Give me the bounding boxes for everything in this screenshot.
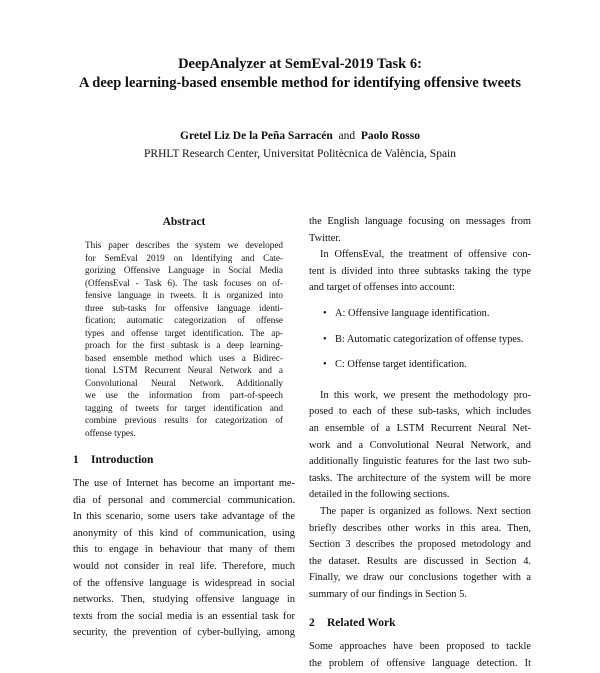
abstract-text <box>85 239 283 439</box>
introduction-text <box>73 476 295 642</box>
body-line: additionally linguistic features for the last two sub- <box>309 456 531 468</box>
body-line: In this work, we present the methodology pro- <box>320 389 531 401</box>
bullet-text: C: Offense target identification. <box>335 359 467 371</box>
body-line: detailed in the following sections. <box>309 489 450 501</box>
body-line: In this scenario, some users take advantage of the <box>73 511 295 523</box>
body-line: The paper is organized as follows. Next section <box>320 505 531 517</box>
section-heading-introduction <box>73 453 295 467</box>
body-line: networks. Then, studying offensive language in <box>73 594 295 606</box>
abstract-line: combine previous results for categorization of <box>85 415 283 425</box>
abstract-line: tional LSTM Recurrent Neural Network and a <box>85 365 283 375</box>
body-line: dia of personal and commercial communication. <box>73 494 295 506</box>
body-line: this to engage in behaviour that many of them <box>73 544 295 556</box>
section-title: Related Work <box>327 617 396 630</box>
abstract-line: tagging of tweets for target identification and <box>85 402 283 413</box>
body-line: the dataset. Results are discussed in Section 4. <box>309 555 531 567</box>
section-heading-related-work <box>309 616 531 630</box>
related-work-text <box>309 639 531 672</box>
bullet-icon: • <box>323 307 327 319</box>
abstract-line: fication; automatic categorization of offense <box>85 315 283 325</box>
author-block <box>0 127 600 163</box>
body-line: of the offensive language is widespread in social <box>73 577 295 589</box>
bullet-text: A: Offensive language identification. <box>335 307 490 319</box>
body-line: In OffensEval, the treatment of offensive con- <box>320 249 531 261</box>
paper-title <box>0 55 600 93</box>
body-line: posed to each of these sub-tasks, which includes <box>309 406 531 418</box>
body-line: Twitter. <box>309 232 341 244</box>
abstract-line: fensive language in tweets. It is organized into <box>85 290 283 300</box>
abstract-line: three sub-tasks for offensive language identi- <box>85 302 283 313</box>
abstract-line: types and offense target identification. The ap- <box>85 327 283 338</box>
bullet-item <box>323 332 531 349</box>
abstract-line: offense types. <box>85 427 136 438</box>
offenseval-paragraph <box>309 247 531 297</box>
abstract-line: (OffensEval - Task 6). The task focuses on of- <box>85 277 283 288</box>
right-column <box>309 214 531 673</box>
author-conjunction: and <box>338 130 356 142</box>
body-line: the problem of offensive language detection. It <box>309 658 531 670</box>
methodology-paragraph <box>309 388 531 504</box>
affiliation: PRHLT Research Center, Universitat Politècnica de València, Spain <box>144 148 456 160</box>
abstract-line: for SemEval 2019 on Identifying and Cate- <box>85 252 283 263</box>
body-line: and target of offenses into account: <box>309 282 455 294</box>
body-line: tasks. The architecture of the system will be more <box>309 472 531 484</box>
organization-paragraph <box>309 504 531 604</box>
body-line: Section 3 describes the proposed metodology and <box>309 539 531 551</box>
body-line: work and a Convolutional Neural Network, and <box>309 439 531 451</box>
section-number: 1 <box>73 454 79 466</box>
title-line-1: DeepAnalyzer at SemEval-2019 Task 6: <box>178 56 422 72</box>
bullet-item <box>323 357 531 374</box>
body-line: Finally, we draw our conclusions together with a <box>309 572 531 584</box>
continued-paragraph <box>309 214 531 247</box>
body-line: texts from the social media is an essential task for <box>73 610 295 622</box>
left-column <box>73 215 295 642</box>
bullet-icon: • <box>323 333 327 345</box>
body-line: The use of Internet has become an important me- <box>73 478 295 489</box>
body-line: security, the prevention of cyber-bullying, among <box>73 627 295 639</box>
body-line: would not consider in real life. Therefore, much <box>73 560 295 572</box>
abstract-line: proach for the first subtask is a deep learning- <box>85 340 283 350</box>
body-line: an ensemble of a LSTM Recurrent Neural Net- <box>309 422 531 434</box>
abstract-line: gorizing Offensive Language in Social Media <box>85 265 283 275</box>
body-line: briefly describes other works in this area. Then, <box>309 522 531 534</box>
body-line: anonymity of this kind of communication, using <box>73 527 295 539</box>
bullet-icon: • <box>323 359 327 371</box>
body-line: Some approaches have been proposed to tackle <box>309 641 531 653</box>
abstract-heading: Abstract <box>162 216 206 228</box>
title-line-2: A deep learning-based ensemble method for identifying offensive tweets <box>79 75 521 91</box>
bullet-text: B: Automatic categorization of offense types. <box>335 333 524 345</box>
section-title: Introduction <box>91 454 154 466</box>
author-names <box>0 127 600 145</box>
abstract-line: This paper describes the system we developed <box>85 240 283 250</box>
author-2: Paolo Rosso <box>360 130 420 142</box>
abstract-line: Convolutional Neural Network. Additionally <box>85 377 283 388</box>
bullet-item <box>323 306 531 323</box>
body-line: the English language focusing on messages from <box>309 216 531 227</box>
abstract-line: we use the information from part-of-speech <box>85 390 283 400</box>
abstract-line: based ensemble method which uses a Bidirec- <box>85 352 283 363</box>
body-line: summary of our findings in Section 5. <box>309 588 467 600</box>
body-line: tent is divided into three subtasks taking the type <box>309 265 531 277</box>
section-number: 2 <box>309 617 315 630</box>
author-1: Gretel Liz De la Peña Sarracén <box>180 130 333 142</box>
